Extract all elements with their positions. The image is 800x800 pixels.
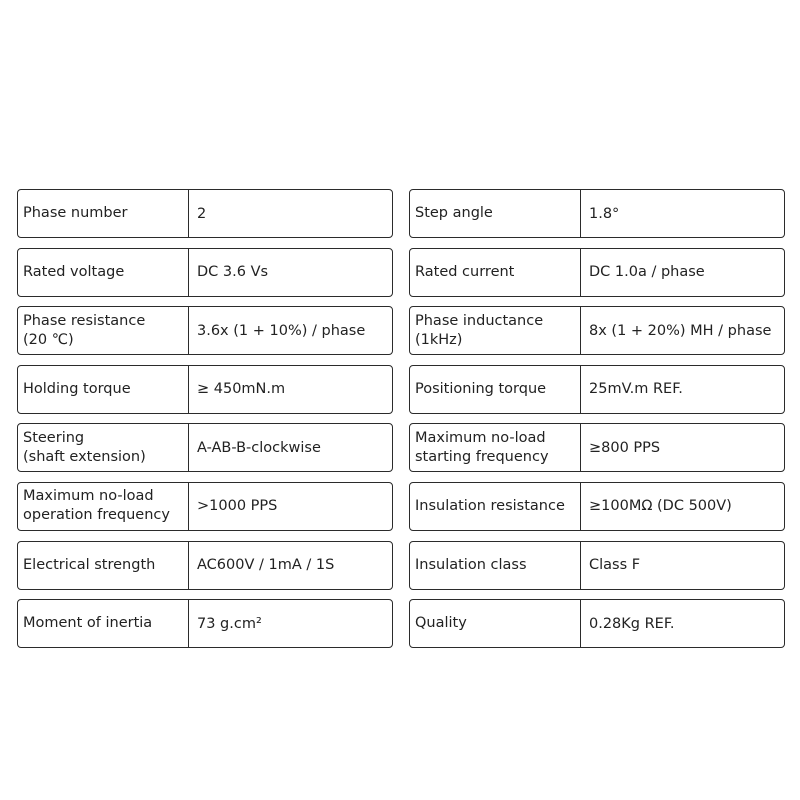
spec-value: 73 g.cm² xyxy=(197,615,262,632)
spec-row xyxy=(409,248,785,297)
spec-label: Steering (shaft extension) xyxy=(18,424,189,471)
spec-row xyxy=(17,541,393,590)
spec-label: Phase inductance (1kHz) xyxy=(410,307,581,354)
spec-value: 25mV.m REF. xyxy=(589,381,683,398)
spec-value: AC600V / 1mA / 1S xyxy=(197,557,335,574)
spec-label: Phase number xyxy=(18,190,189,237)
spec-table-left xyxy=(17,189,393,658)
spec-label: Maximum no-load operation frequency xyxy=(18,483,189,530)
spec-row xyxy=(17,423,393,472)
spec-label: Electrical strength xyxy=(18,542,189,589)
spec-value: ≥100MΩ (DC 500V) xyxy=(589,498,732,515)
spec-label: Insulation resistance xyxy=(410,483,581,530)
spec-row xyxy=(17,599,393,648)
spec-row xyxy=(409,482,785,531)
spec-row xyxy=(409,189,785,238)
spec-label: Rated current xyxy=(410,249,581,296)
spec-row xyxy=(17,306,393,355)
spec-value: ≥ 450mN.m xyxy=(197,381,286,398)
spec-label: Holding torque xyxy=(18,366,189,413)
spec-value: 1.8° xyxy=(589,205,620,222)
spec-row xyxy=(409,599,785,648)
spec-label: Moment of inertia xyxy=(18,600,189,647)
spec-value: Class F xyxy=(589,557,641,574)
spec-label: Positioning torque xyxy=(410,366,581,413)
spec-row xyxy=(17,189,393,238)
spec-value: 8x (1 + 20%) MH / phase xyxy=(589,322,772,339)
spec-table-right xyxy=(409,189,785,658)
spec-label: Quality xyxy=(410,600,581,647)
spec-row xyxy=(409,423,785,472)
spec-label: Step angle xyxy=(410,190,581,237)
spec-row xyxy=(17,482,393,531)
spec-label: Insulation class xyxy=(410,542,581,589)
spec-value: >1000 PPS xyxy=(197,498,278,515)
spec-value: 2 xyxy=(197,205,207,222)
spec-value: DC 3.6 Vs xyxy=(197,264,269,281)
spec-row xyxy=(409,306,785,355)
spec-row xyxy=(409,365,785,414)
spec-row xyxy=(409,541,785,590)
spec-label: Rated voltage xyxy=(18,249,189,296)
spec-value: DC 1.0a / phase xyxy=(589,264,705,281)
spec-label: Phase resistance (20 ℃) xyxy=(18,307,189,354)
spec-row xyxy=(17,365,393,414)
spec-value: A-AB-B-clockwise xyxy=(197,439,321,456)
spec-value: 0.28Kg REF. xyxy=(589,615,675,632)
spec-label: Maximum no-load starting frequency xyxy=(410,424,581,471)
spec-value: 3.6x (1 + 10%) / phase xyxy=(197,322,366,339)
spec-row xyxy=(17,248,393,297)
spec-value: ≥800 PPS xyxy=(589,439,661,456)
